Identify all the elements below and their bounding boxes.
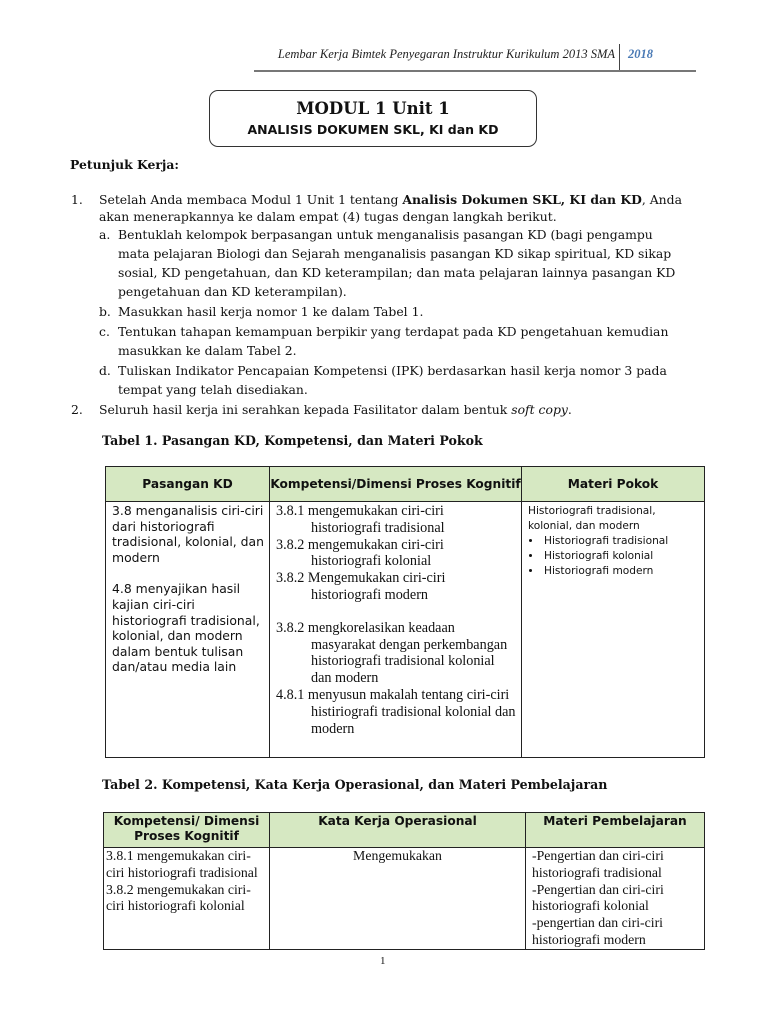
title-box (209, 90, 537, 147)
module-title: MODUL 1 Unit 1 (296, 99, 450, 118)
sub-d-line-1: Tuliskan Indikator Pencapaian Kompetensi (IPK) berdasarkan hasil kerja nomor 3 pada (118, 363, 667, 378)
materi-item: -Pengertian dan ciri-ciri historiografi tradisional (532, 848, 664, 880)
kompetensi-item: 3.8.2 mengemukakan ciri-ciri historiografi kolonial (106, 881, 251, 914)
materi-item: -pengertian dan ciri-ciri historiografi modern (532, 915, 664, 947)
materi-list (528, 534, 701, 579)
table-2-header-kko: Kata Kerja Operasional (270, 813, 526, 848)
table-1-kd-cell (106, 502, 270, 758)
table-1-header-row (106, 467, 705, 502)
header-rule (254, 70, 696, 72)
kompetensi-item: 3.8.2 mengemukakan ciri-ciri historiografi kolonial (276, 536, 444, 570)
materi-item: -Pengertian dan ciri-ciri historiografi kolonial (532, 881, 664, 914)
header-year: 2018 (628, 47, 653, 61)
item-1-number: 1. (71, 192, 83, 207)
table-2-header-materi: Materi Pembelajaran (526, 813, 705, 848)
page-number: 1 (380, 955, 386, 967)
item-1-line-2: akan menerapkannya ke dalam empat (4) tugas dengan langkah berikut. (99, 209, 557, 224)
item-1-text-pre: Setelah Anda membaca Modul 1 Unit 1 tentang (99, 192, 403, 207)
header-divider (619, 44, 620, 70)
sub-a-line-2: mata pelajaran Biologi dan Sejarah menganalisis pasangan KD sikap spiritual, KD sikap (118, 246, 672, 261)
table-1-header-kd: Pasangan KD (106, 467, 270, 502)
header-title: Lembar Kerja Bimtek Penyegaran Instruktur Kurikulum 2013 SMA (277, 47, 615, 61)
sub-c-letter: c. (99, 324, 110, 339)
kd-3-8: 3.8 menganalisis ciri-ciri dari historiografi tradisional, kolonial, dan modern (112, 503, 264, 565)
item-1-text-bold: Analisis Dokumen SKL, KI dan KD (402, 192, 642, 207)
table-1-header-kompetensi: Kompetensi/Dimensi Proses Kognitif (270, 467, 522, 502)
sub-a-line-3: sosial, KD pengetahuan, dan KD keterampilan; dan mata pelajaran lainnya pasangan KD (118, 265, 676, 280)
materi-intro: Historiografi tradisional, kolonial, dan modern (528, 505, 656, 532)
table-2-materi-cell (526, 848, 705, 950)
sub-b-letter: b. (99, 304, 111, 319)
sub-d-line-2: tempat yang telah disediakan. (118, 382, 308, 397)
list-item: • Historiografi modern (542, 564, 701, 579)
item-2-text (99, 400, 572, 420)
kompetensi-item: 3.8.1 mengemukakan ciri-ciri historiografi tradisional (106, 848, 258, 880)
table-2-caption: Tabel 2. Kompetensi, Kata Kerja Operasional, dan Materi Pembelajaran (102, 777, 608, 792)
table-row (106, 502, 705, 758)
table-1-header-materi: Materi Pokok (522, 467, 705, 502)
kompetensi-item: 3.8.1 mengemukakan ciri-ciri historiografi tradisional (276, 503, 445, 536)
item-2-text-pre: Seluruh hasil kerja ini serahkan kepada Fasilitator dalam bentuk (99, 402, 512, 417)
table-1 (105, 466, 705, 758)
sub-d-letter: d. (99, 363, 111, 378)
item-2-text-post: . (567, 402, 572, 417)
list-item: • Historiografi tradisional (542, 534, 701, 549)
module-subtitle: ANALISIS DOKUMEN SKL, KI dan KD (247, 122, 499, 137)
instructions-heading: Petunjuk Kerja: (70, 157, 179, 172)
item-1-text-post: , Anda (641, 192, 682, 207)
table-2-header-row (104, 813, 705, 848)
item-2-number: 2. (71, 402, 83, 417)
list-item: • Historiografi kolonial (542, 549, 701, 564)
sub-c-line-2: masukkan ke dalam Tabel 2. (118, 343, 297, 358)
item-2-text-italic: soft copy (511, 402, 568, 417)
table-2-header-kompetensi: Kompetensi/ Dimensi Proses Kognitif (104, 813, 270, 848)
page-header (0, 44, 768, 74)
sub-a-line-1: Bentuklah kelompok berpasangan untuk menganalisis pasangan KD (bagi pengampu (118, 227, 653, 242)
sub-a-line-4: pengetahuan dan KD keterampilan). (118, 284, 347, 299)
sub-a-letter: a. (99, 227, 111, 242)
table-2-kompetensi-cell (104, 848, 270, 950)
table-1-caption: Tabel 1. Pasangan KD, Kompetensi, dan Materi Pokok (102, 433, 483, 448)
kompetensi-item: 3.8.2 mengkorelasikan keadaan masyarakat dengan perkembangan historiografi tradisional kolonial dan modern (276, 619, 508, 687)
table-2-kko-cell: Mengemukakan (270, 848, 526, 950)
table-1-materi-cell (522, 502, 705, 758)
table-1-kompetensi-cell (270, 502, 522, 758)
table-2 (103, 812, 705, 950)
kompetensi-item: 4.8.1 menyusun makalah tentang ciri-ciri histiriografi tradisional kolonial dan modern (276, 686, 516, 737)
kd-4-8: 4.8 menyajikan hasil kajian ciri-ciri historiografi tradisional, kolonial, dan modern dalam bentuk tulisan dan/atau media lain (112, 581, 260, 675)
sub-c-line-1: Tentukan tahapan kemampuan berpikir yang terdapat pada KD pengetahuan kemudian (118, 324, 669, 339)
table-row (104, 848, 705, 950)
kompetensi-item: 3.8.2 Mengemukakan ciri-ciri historiografi modern (276, 570, 446, 603)
sub-b-line-1: Masukkan hasil kerja nomor 1 ke dalam Tabel 1. (118, 304, 424, 319)
